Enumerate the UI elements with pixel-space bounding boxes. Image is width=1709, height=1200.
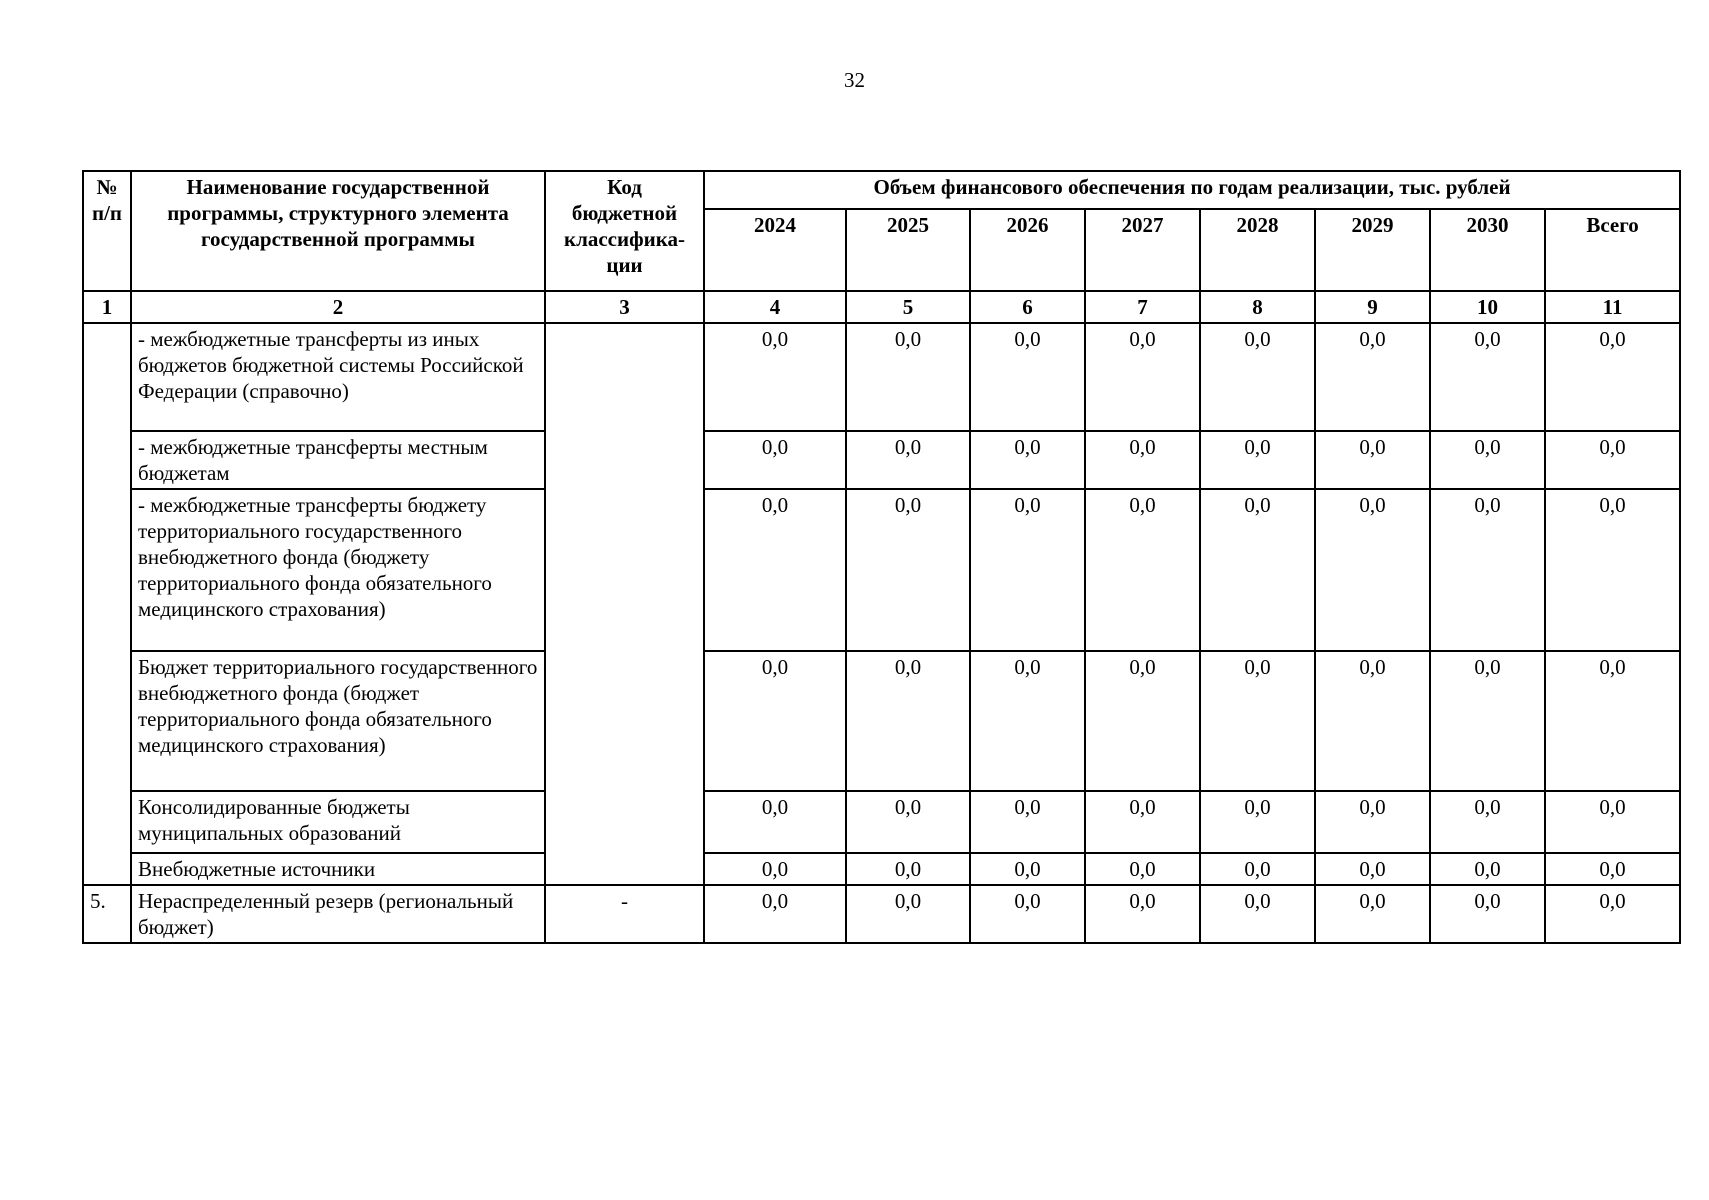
column-number: 10 <box>1430 291 1545 323</box>
table-row <box>83 651 1680 791</box>
row-number: 5. <box>83 885 131 943</box>
table-row <box>83 791 1680 853</box>
value-cell: 0,0 <box>704 853 846 885</box>
value-cell: 0,0 <box>1200 651 1315 791</box>
header-year: 2028 <box>1200 209 1315 291</box>
value-cell: 0,0 <box>1200 791 1315 853</box>
value-cell: 0,0 <box>1315 853 1430 885</box>
header-code: Код бюджетной классифика-ции <box>545 171 704 291</box>
value-cell: 0,0 <box>1545 489 1680 651</box>
value-cell: 0,0 <box>846 791 970 853</box>
value-cell: 0,0 <box>970 885 1085 943</box>
value-cell: 0,0 <box>1545 323 1680 431</box>
row-code-cell <box>545 323 704 885</box>
value-cell: 0,0 <box>704 431 846 489</box>
value-cell: 0,0 <box>1545 885 1680 943</box>
value-cell: 0,0 <box>846 431 970 489</box>
value-cell: 0,0 <box>1430 323 1545 431</box>
column-number: 11 <box>1545 291 1680 323</box>
value-cell: 0,0 <box>1085 651 1200 791</box>
column-number: 4 <box>704 291 846 323</box>
value-cell: 0,0 <box>1085 853 1200 885</box>
value-cell: 0,0 <box>704 323 846 431</box>
value-cell: 0,0 <box>1200 885 1315 943</box>
column-number: 6 <box>970 291 1085 323</box>
value-cell: 0,0 <box>846 853 970 885</box>
header-year: 2025 <box>846 209 970 291</box>
value-cell: 0,0 <box>846 323 970 431</box>
value-cell: 0,0 <box>1200 853 1315 885</box>
value-cell: 0,0 <box>1315 431 1430 489</box>
row-name: Консолидированные бюджеты муниципальных образований <box>131 791 545 853</box>
value-cell: 0,0 <box>846 651 970 791</box>
row-name: - межбюджетные трансферты из иных бюджетов бюджетной системы Российской Федерации (справочно) <box>131 323 545 431</box>
value-cell: 0,0 <box>1085 885 1200 943</box>
header-year: 2029 <box>1315 209 1430 291</box>
value-cell: 0,0 <box>970 489 1085 651</box>
value-cell: 0,0 <box>1085 431 1200 489</box>
value-cell: 0,0 <box>1085 791 1200 853</box>
value-cell: 0,0 <box>970 791 1085 853</box>
header-volume: Объем финансового обеспечения по годам реализации, тыс. рублей <box>704 171 1680 209</box>
value-cell: 0,0 <box>1315 651 1430 791</box>
value-cell: 0,0 <box>1430 431 1545 489</box>
column-number: 3 <box>545 291 704 323</box>
table-row <box>83 853 1680 885</box>
header-year: 2024 <box>704 209 846 291</box>
header-no: № п/п <box>83 171 131 291</box>
header-total: Всего <box>1545 209 1680 291</box>
value-cell: 0,0 <box>1430 489 1545 651</box>
value-cell: 0,0 <box>704 791 846 853</box>
value-cell: 0,0 <box>1545 651 1680 791</box>
row-name: Внебюджетные источники <box>131 853 545 885</box>
value-cell: 0,0 <box>1430 651 1545 791</box>
page-number: 32 <box>844 68 865 92</box>
header-year: 2027 <box>1085 209 1200 291</box>
value-cell: 0,0 <box>704 651 846 791</box>
value-cell: 0,0 <box>1430 885 1545 943</box>
value-cell: 0,0 <box>1315 885 1430 943</box>
value-cell: 0,0 <box>1315 323 1430 431</box>
value-cell: 0,0 <box>704 885 846 943</box>
value-cell: 0,0 <box>1315 791 1430 853</box>
value-cell: 0,0 <box>970 651 1085 791</box>
value-cell: 0,0 <box>704 489 846 651</box>
header-year: 2030 <box>1430 209 1545 291</box>
value-cell: 0,0 <box>846 489 970 651</box>
value-cell: 0,0 <box>1430 791 1545 853</box>
value-cell: 0,0 <box>1315 489 1430 651</box>
value-cell: 0,0 <box>1085 489 1200 651</box>
row-number-cell <box>83 323 131 885</box>
row-name: - межбюджетные трансферты бюджету территориального государственного внебюджетного фонда (бюджету территориального фонда обязательного медицинского страхования) <box>131 489 545 651</box>
column-number: 8 <box>1200 291 1315 323</box>
row-name: Нераспределенный резерв (региональный бюджет) <box>131 885 545 943</box>
row-name: Бюджет территориального государственного внебюджетного фонда (бюджет территориального фонда обязательного медицинского страхования) <box>131 651 545 791</box>
column-number: 2 <box>131 291 545 323</box>
table-row <box>83 885 1680 943</box>
value-cell: 0,0 <box>1085 323 1200 431</box>
column-number: 1 <box>83 291 131 323</box>
table-row <box>83 323 1680 431</box>
table-row <box>83 431 1680 489</box>
value-cell: 0,0 <box>1545 791 1680 853</box>
table-row <box>83 489 1680 651</box>
column-number: 7 <box>1085 291 1200 323</box>
value-cell: 0,0 <box>1430 853 1545 885</box>
row-code: - <box>545 885 704 943</box>
value-cell: 0,0 <box>1200 489 1315 651</box>
value-cell: 0,0 <box>846 885 970 943</box>
header-year: 2026 <box>970 209 1085 291</box>
value-cell: 0,0 <box>1200 323 1315 431</box>
header-name: Наименование государственной программы, структурного элемента государственной программы <box>131 171 545 291</box>
value-cell: 0,0 <box>1545 853 1680 885</box>
column-number: 5 <box>846 291 970 323</box>
financing-table <box>82 170 1681 944</box>
value-cell: 0,0 <box>970 853 1085 885</box>
value-cell: 0,0 <box>970 323 1085 431</box>
row-name: - межбюджетные трансферты местным бюджетам <box>131 431 545 489</box>
value-cell: 0,0 <box>1545 431 1680 489</box>
value-cell: 0,0 <box>1200 431 1315 489</box>
value-cell: 0,0 <box>970 431 1085 489</box>
column-number: 9 <box>1315 291 1430 323</box>
column-numbers-row <box>83 291 1680 323</box>
